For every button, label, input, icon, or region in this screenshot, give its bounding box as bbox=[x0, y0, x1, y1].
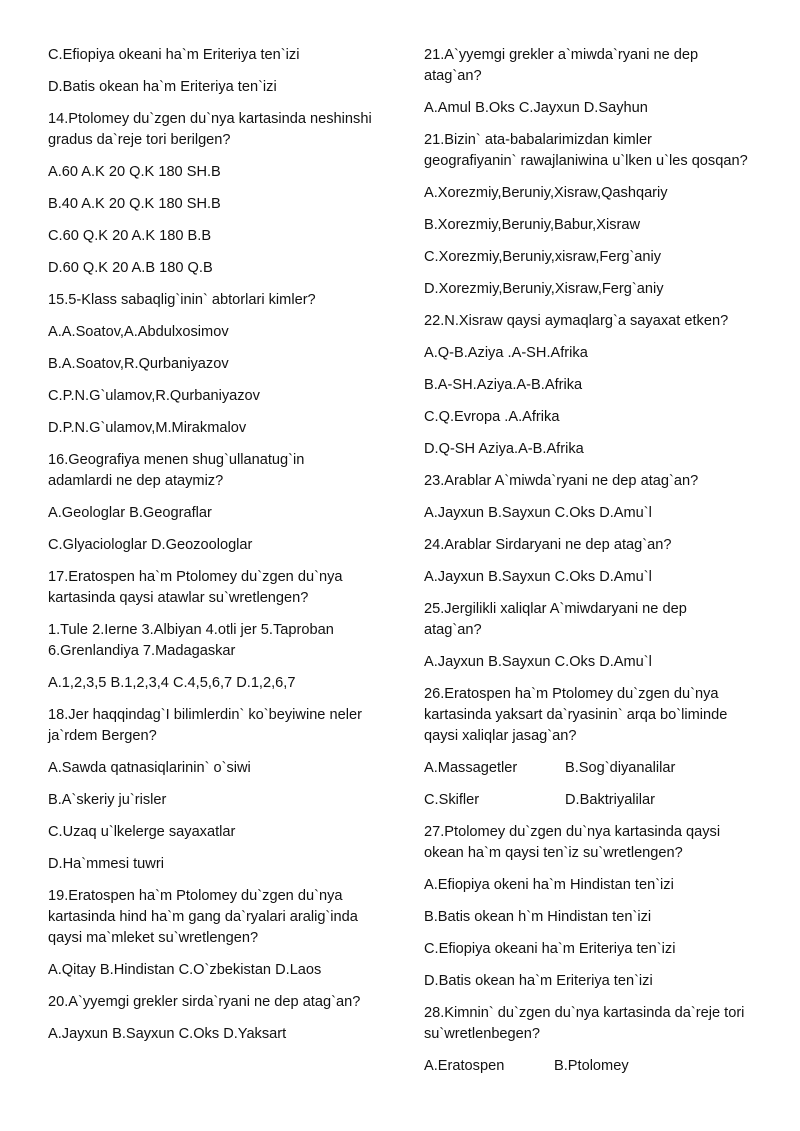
question-line: 24.Arablar Sirdaryani ne dep atag`an? bbox=[424, 537, 672, 553]
question-line: 23.Arablar A`miwda`ryani ne dep atag`an? bbox=[424, 473, 699, 489]
answer-option: D.60 Q.K 20 A.B 180 Q.B bbox=[48, 260, 213, 276]
answer-option: B.A-SH.Aziya.A-B.Afrika bbox=[424, 377, 583, 393]
answer-option-row bbox=[424, 1056, 629, 1077]
answer-option: A.Xorezmiy,Beruniy,Xisraw,Qashqariy bbox=[424, 185, 668, 201]
answer-option-row bbox=[424, 790, 656, 811]
answer-option: A.1,2,3,5 B.1,2,3,4 C.4,5,6,7 D.1,2,6,7 bbox=[48, 675, 296, 691]
answer-option: A.Q-B.Aziya .A-SH.Afrika bbox=[424, 345, 588, 361]
answer-option: D.Q-SH Aziya.A-B.Afrika bbox=[424, 441, 584, 457]
answer-option: A.Amul B.Oks C.Jayxun D.Sayhun bbox=[424, 100, 648, 116]
question-line: 26.Eratospen ha`m Ptolomey du`zgen du`nya bbox=[424, 686, 719, 702]
answer-option: A.60 A.K 20 Q.K 180 SH.B bbox=[48, 164, 221, 180]
question-line: 14.Ptolomey du`zgen du`nya kartasinda neshinshi bbox=[48, 111, 372, 127]
answer-option: B.Xorezmiy,Beruniy,Babur,Xisraw bbox=[424, 217, 641, 233]
question-line: kartasinda hind ha`m gang da`ryalari aralig`inda bbox=[48, 909, 358, 925]
answer-option: C.Efiopiya okeani ha`m Eriteriya ten`izi bbox=[424, 941, 676, 957]
answer-option: B.A`skeriy ju`risler bbox=[48, 792, 167, 808]
question-line: 17.Eratospen ha`m Ptolomey du`zgen du`nya bbox=[48, 569, 343, 585]
answer-option: B.A.Soatov,R.Qurbaniyazov bbox=[48, 356, 229, 372]
answer-option: A.Jayxun B.Sayxun C.Oks D.Yaksart bbox=[48, 1026, 287, 1042]
question-line: 21.A`yyemgi grekler a`miwda`ryani ne dep bbox=[424, 47, 699, 63]
answer-option: D.Batis okean ha`m Eriteriya ten`izi bbox=[424, 973, 653, 989]
question-line: adamlardi ne dep ataymiz? bbox=[48, 473, 224, 489]
text-line: 6.Grenlandiya 7.Madagaskar bbox=[48, 643, 236, 659]
question-line: qaysi ma`mleket su`wretlengen? bbox=[48, 930, 259, 946]
answer-option: B.Batis okean h`m Hindistan ten`izi bbox=[424, 909, 652, 925]
question-line: okean ha`m qaysi ten`iz su`wretlengen? bbox=[424, 845, 683, 861]
question-line: 20.A`yyemgi grekler sirda`ryani ne dep atag`an? bbox=[48, 994, 361, 1010]
answer-option: D.P.N.G`ulamov,M.Mirakmalov bbox=[48, 420, 247, 436]
answer-option: A.Eratospen bbox=[424, 1058, 505, 1074]
answer-option: C.Uzaq u`lkelerge sayaxatlar bbox=[48, 824, 236, 840]
question-line: su`wretlenbegen? bbox=[424, 1026, 541, 1042]
question-line: 16.Geografiya menen shug`ullanatug`in bbox=[48, 452, 305, 468]
question-line: 27.Ptolomey du`zgen du`nya kartasinda qaysi bbox=[424, 824, 721, 840]
answer-option: A.Jayxun B.Sayxun C.Oks D.Amu`l bbox=[424, 505, 652, 521]
question-line: gradus da`reje tori berilgen? bbox=[48, 132, 231, 148]
question-line: kartasinda qaysi atawlar su`wretlengen? bbox=[48, 590, 309, 606]
answer-option: A.Sawda qatnasiqlarinin` o`siwi bbox=[48, 760, 251, 776]
answer-option: D.Baktriyalilar bbox=[565, 792, 656, 808]
answer-option: A.Jayxun B.Sayxun C.Oks D.Amu`l bbox=[424, 654, 652, 670]
question-line: 21.Bizin` ata-babalarimizdan kimler bbox=[424, 132, 652, 148]
answer-option: A.Massagetler bbox=[424, 760, 518, 776]
answer-option: A.A.Soatov,A.Abdulxosimov bbox=[48, 324, 229, 340]
text-line: C.Efiopiya okeani ha`m Eriteriya ten`izi bbox=[48, 47, 300, 63]
question-line: atag`an? bbox=[424, 68, 482, 84]
answer-option: A.Geologlar B.Geograflar bbox=[48, 505, 212, 521]
question-line: geografiyanin` rawajlaniwina u`lken u`les qosqan? bbox=[424, 153, 748, 169]
answer-option: A.Jayxun B.Sayxun C.Oks D.Amu`l bbox=[424, 569, 652, 585]
question-line: 15.5-Klass sabaqlig`inin` abtorlari kimler? bbox=[48, 292, 316, 308]
question-line: atag`an? bbox=[424, 622, 482, 638]
answer-option: C.60 Q.K 20 A.K 180 B.B bbox=[48, 228, 212, 244]
answer-option: C.Skifler bbox=[424, 792, 480, 808]
question-line: ja`rdem Bergen? bbox=[48, 728, 157, 744]
question-line: qaysi xaliqlar jasag`an? bbox=[424, 728, 577, 744]
text-line: 1.Tule 2.Ierne 3.Albiyan 4.otli jer 5.Taproban bbox=[48, 622, 334, 638]
question-line: 22.N.Xisraw qaysi aymaqlarg`a sayaxat etken? bbox=[424, 313, 729, 329]
answer-option: B.40 A.K 20 Q.K 180 SH.B bbox=[48, 196, 221, 212]
answer-option: B.Ptolomey bbox=[554, 1058, 629, 1074]
question-line: kartasinda yaksart da`ryasinin` arqa bo`liminde bbox=[424, 707, 728, 723]
answer-option: D.Xorezmiy,Beruniy,Xisraw,Ferg`aniy bbox=[424, 281, 664, 297]
question-line: 19.Eratospen ha`m Ptolomey du`zgen du`nya bbox=[48, 888, 343, 904]
text-line: D.Batis okean ha`m Eriteriya ten`izi bbox=[48, 79, 277, 95]
question-line: 25.Jergilikli xaliqlar A`miwdaryani ne dep bbox=[424, 601, 687, 617]
answer-option: C.Q.Evropa .A.Afrika bbox=[424, 409, 560, 425]
answer-option: C.P.N.G`ulamov,R.Qurbaniyazov bbox=[48, 388, 260, 404]
answer-option: B.Sog`diyanalilar bbox=[565, 760, 676, 776]
answer-option-row bbox=[424, 758, 676, 779]
answer-option: C.Xorezmiy,Beruniy,xisraw,Ferg`aniy bbox=[424, 249, 662, 265]
answer-option: A.Efiopiya okeni ha`m Hindistan ten`izi bbox=[424, 877, 674, 893]
question-line: 28.Kimnin` du`zgen du`nya kartasinda da`reje tori bbox=[424, 1005, 745, 1021]
answer-option: C.Glyaciologlar D.Geozoologlar bbox=[48, 537, 253, 553]
answer-option: A.Qitay B.Hindistan C.O`zbekistan D.Laos bbox=[48, 962, 322, 978]
answer-option: D.Ha`mmesi tuwri bbox=[48, 856, 164, 872]
question-line: 18.Jer haqqindag`I bilimlerdin` ko`beyiwine neler bbox=[48, 707, 362, 723]
